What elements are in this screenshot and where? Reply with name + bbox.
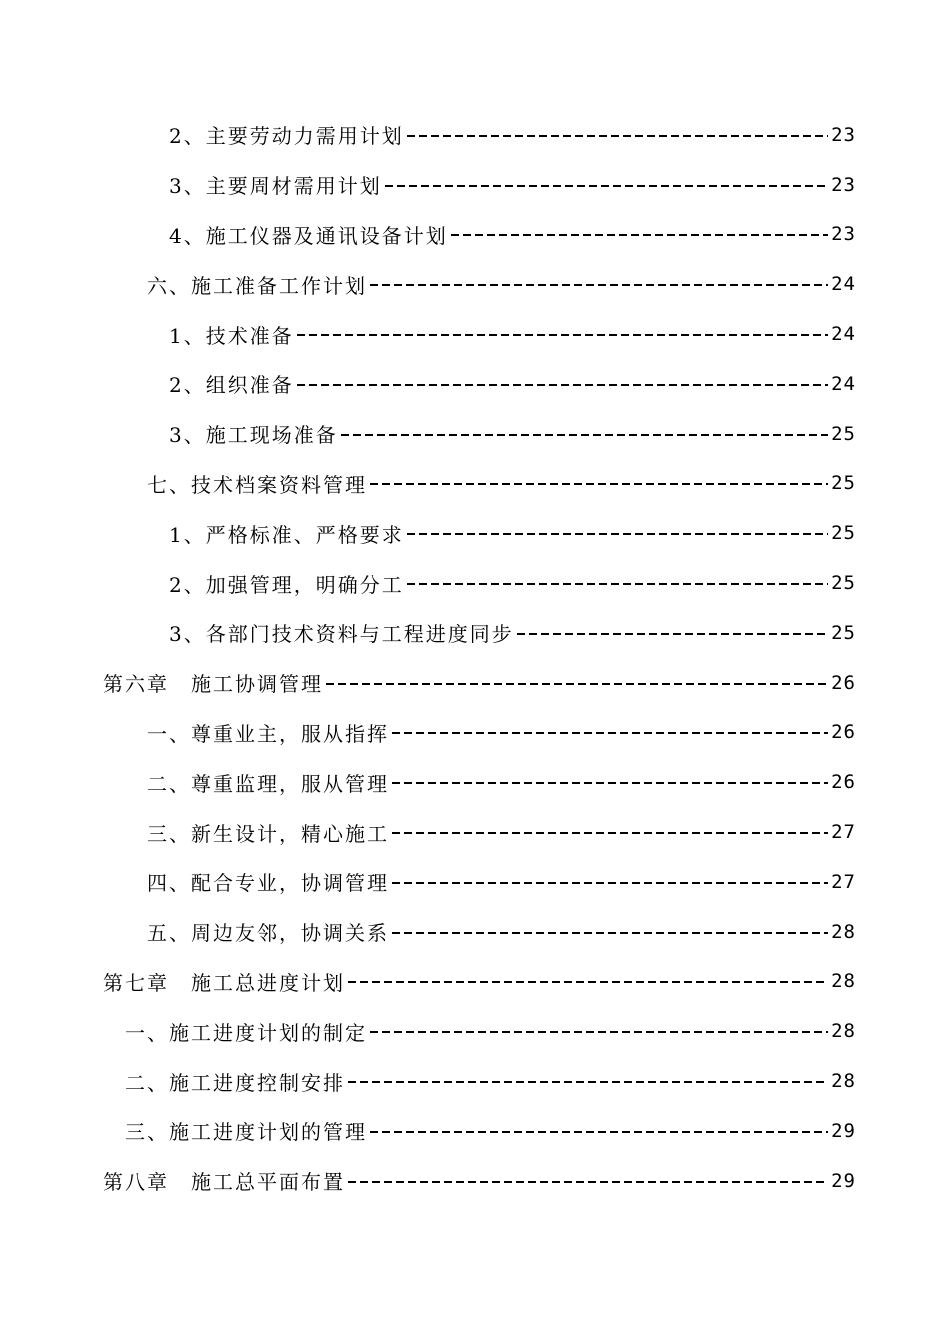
toc-dot-leader	[370, 1131, 828, 1133]
toc-page-number: 28	[831, 1070, 856, 1093]
toc-entry-title: 2、主要劳动力需用计划	[169, 124, 404, 149]
toc-dot-leader	[326, 683, 828, 685]
toc-entry[interactable]	[0, 608, 950, 658]
toc-entry-title: 二、尊重监理，服从管理	[147, 771, 389, 796]
toc-entry-title: 六、施工准备工作计划	[147, 273, 367, 298]
toc-entry[interactable]	[0, 1056, 950, 1106]
toc-page-number: 25	[831, 572, 856, 595]
toc-entry[interactable]	[0, 907, 950, 957]
toc-page-number: 25	[831, 522, 856, 545]
toc-dot-leader	[348, 981, 828, 983]
toc-entry[interactable]	[0, 1156, 950, 1206]
toc-entry[interactable]	[0, 807, 950, 857]
toc-page-number: 29	[831, 1169, 856, 1192]
toc-entry[interactable]	[0, 558, 950, 608]
toc-page-number: 28	[831, 1020, 856, 1043]
toc-entry-title: 四、配合专业，协调管理	[147, 871, 389, 896]
toc-dot-leader	[341, 434, 828, 436]
toc-entry[interactable]	[0, 110, 950, 160]
toc-page-number: 28	[831, 970, 856, 993]
toc-dot-leader	[297, 334, 828, 336]
toc-dot-leader	[392, 782, 828, 784]
toc-page-number: 29	[831, 1119, 856, 1142]
toc-entry-title: 第八章 施工总平面布置	[103, 1170, 345, 1195]
toc-entry[interactable]	[0, 259, 950, 309]
toc-entry-title: 2、加强管理，明确分工	[169, 572, 404, 597]
toc-entry-title: 三、施工进度计划的管理	[125, 1120, 367, 1145]
toc-page-number: 23	[831, 223, 856, 246]
toc-page-number: 25	[831, 422, 856, 445]
toc-entry[interactable]	[0, 708, 950, 758]
toc-entry[interactable]	[0, 459, 950, 509]
toc-page-number: 26	[831, 721, 856, 744]
toc-entry[interactable]	[0, 957, 950, 1007]
toc-page-number: 27	[831, 821, 856, 844]
toc-page-number: 26	[831, 771, 856, 794]
toc-page-number: 25	[831, 472, 856, 495]
toc-dot-leader	[392, 932, 828, 934]
toc-dot-leader	[392, 732, 828, 734]
toc-dot-leader	[517, 633, 828, 635]
toc-entry[interactable]	[0, 409, 950, 459]
toc-dot-leader	[451, 234, 828, 236]
toc-entry-title: 2、组织准备	[169, 373, 294, 398]
toc-dot-leader	[392, 882, 828, 884]
toc-entry[interactable]	[0, 757, 950, 807]
table-of-contents	[0, 110, 950, 1206]
toc-entry-title: 一、施工进度计划的制定	[125, 1020, 367, 1045]
toc-entry[interactable]	[0, 160, 950, 210]
toc-entry-title: 1、技术准备	[169, 323, 294, 348]
toc-dot-leader	[392, 832, 828, 834]
toc-page-number: 23	[831, 173, 856, 196]
toc-dot-leader	[385, 185, 828, 187]
toc-entry-title: 3、主要周材需用计划	[169, 174, 382, 199]
toc-page-number: 24	[831, 372, 856, 395]
toc-entry[interactable]	[0, 1106, 950, 1156]
toc-entry-title: 3、各部门技术资料与工程进度同步	[169, 622, 514, 647]
toc-dot-leader	[407, 583, 828, 585]
toc-entry-title: 一、尊重业主，服从指挥	[147, 721, 389, 746]
toc-entry-title: 七、技术档案资料管理	[147, 472, 367, 497]
toc-entry-title: 三、新生设计，精心施工	[147, 821, 389, 846]
toc-entry[interactable]	[0, 508, 950, 558]
toc-page-number: 28	[831, 920, 856, 943]
toc-entry-title: 4、施工仪器及通讯设备计划	[169, 223, 448, 248]
toc-page-number: 24	[831, 273, 856, 296]
toc-page-number: 26	[831, 671, 856, 694]
toc-dot-leader	[297, 384, 828, 386]
toc-dot-leader	[348, 1181, 828, 1183]
toc-entry-title: 1、严格标准、严格要求	[169, 522, 404, 547]
toc-dot-leader	[370, 1031, 828, 1033]
toc-entry[interactable]	[0, 359, 950, 409]
toc-page-number: 23	[831, 123, 856, 146]
toc-entry-title: 二、施工进度控制安排	[125, 1070, 345, 1095]
toc-entry[interactable]	[0, 857, 950, 907]
toc-dot-leader	[407, 533, 828, 535]
toc-entry[interactable]	[0, 309, 950, 359]
toc-page-number: 24	[831, 323, 856, 346]
toc-entry-title: 3、施工现场准备	[169, 423, 338, 448]
toc-page-number: 25	[831, 621, 856, 644]
toc-entry-title: 第六章 施工协调管理	[103, 672, 323, 697]
toc-dot-leader	[370, 284, 828, 286]
toc-entry-title: 五、周边友邻，协调关系	[147, 921, 389, 946]
toc-entry[interactable]	[0, 658, 950, 708]
toc-entry[interactable]	[0, 1006, 950, 1056]
toc-page-number: 27	[831, 870, 856, 893]
toc-dot-leader	[407, 135, 828, 137]
toc-entry[interactable]	[0, 210, 950, 260]
toc-dot-leader	[348, 1081, 828, 1083]
toc-dot-leader	[370, 483, 828, 485]
toc-entry-title: 第七章 施工总进度计划	[103, 970, 345, 995]
